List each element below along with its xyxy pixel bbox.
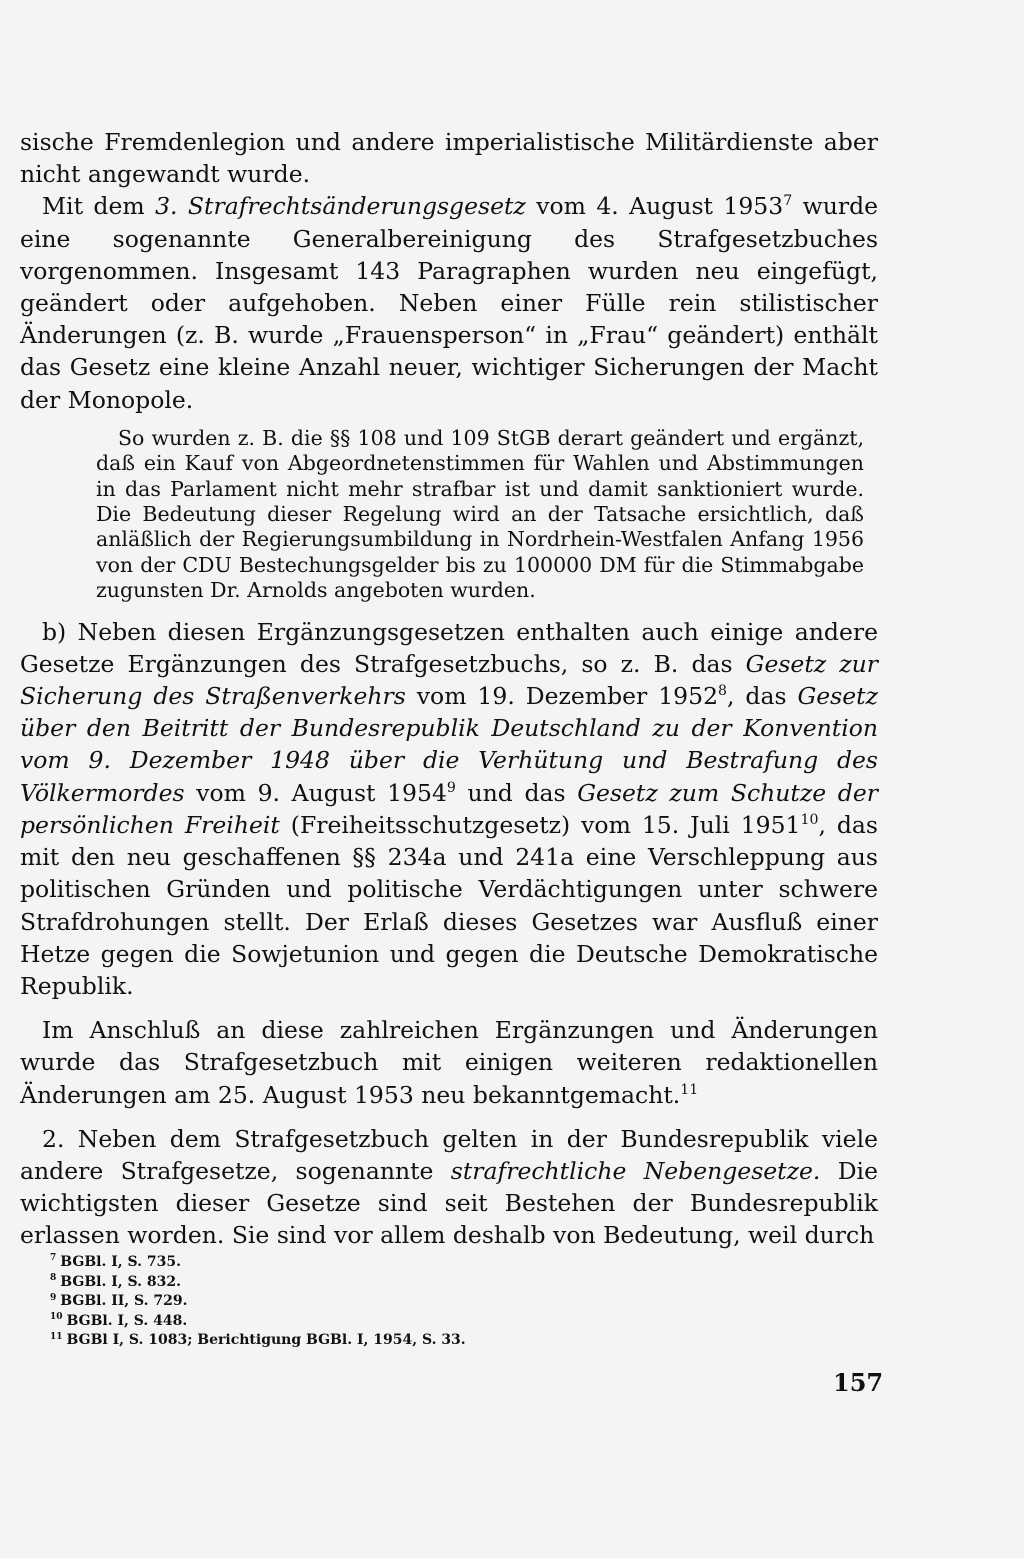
law-title: 3. Strafrechtsänderungsgesetz [155,192,526,221]
paragraph-secondary-laws [20,1123,878,1252]
footnote-text: BGBl I, S. 1083; Berichtigung BGBl. I, 1954, S. 33. [66,1332,466,1349]
footnote-number: 8 [50,1272,57,1283]
small-print-paragraph: So wurden z. B. die §§ 108 und 109 StGB derart geändert und ergänzt, daß ein Kauf von Abgeordnetenstimmen für Wahlen und Abstimmungen in das Parlament nicht mehr strafbar ist und damit sanktioniert wurde. Die Bedeutung dieser Regelung wird an der Tatsache ersichtlich, daß anläßlich der Regierungsumbildung in Nordrhein-Westfalen Anfang 1956 von der CDU Bestechungsgelder bis zu 100000 DM für die Stimmabgabe zugunsten Dr. Arnolds angeboten wurden. [96,425,864,603]
footnote [50,1292,650,1312]
footnote-text: BGBl. II, S. 729. [60,1293,188,1310]
footnote-number: 10 [50,1312,63,1323]
text-run: und das [455,778,578,807]
law-title: Gesetz über den Beitritt der Bundesrepublik Deutschland zu der Konvention vom 9. Dezember 1948 über die Verhütung und Bestrafung des Völkermordes [20,682,878,807]
footnote-number: 7 [50,1253,57,1264]
text-run: Die wichtigsten dieser Gesetze sind seit Bestehen der Bundesrepublik erlassen worden. Sie sind vor allem deshalb von Bedeutung, weil durch [20,1156,878,1250]
text-run: Mit dem [42,192,156,221]
page-number: 157 [833,1368,884,1397]
text-run: vom 4. August 1953 [525,192,784,221]
paragraph-third-amendment [20,190,878,415]
paragraph-supplementary-laws [20,616,878,1002]
footnote-ref: 8 [718,683,727,700]
footnote [50,1331,650,1351]
footnote-ref: 9 [446,779,456,796]
footnote-ref: 11 [680,1081,699,1098]
footnote-ref: 10 [800,812,819,829]
text-run: Im Anschluß an diese zahlreichen Ergänzungen und Änderungen wurde das Strafgesetzbuch mit einigen weiteren redaktionellen Änderungen am 25. August 1953 neu bekanntgemacht. [20,1016,878,1109]
footnote-text: BGBl. I, S. 832. [60,1273,181,1290]
law-title: Gesetz zur Sicherung des Straßenverkehrs [20,649,878,711]
footnote [50,1253,650,1273]
footnote-text: BGBl. I, S. 735. [60,1254,181,1270]
footnote-ref: 7 [783,193,793,210]
footnote-number: 9 [50,1292,57,1303]
emphasized-term: strafrechtliche Nebengesetze. [450,1156,821,1185]
text-run: , das mit den neu geschaffenen §§ 234a und 241a eine Verschleppung aus politischen Gründen und politische Verdächtigungen unter schwere Strafdrohungen stellt. Der Erlaß dieses Gesetzes war Ausfluß einer Hetze gegen die Sowjetunion und gegen die Deutsche Demokratische Republik. [20,810,878,1000]
text-run: vom 9. August 1954 [184,778,447,807]
law-title: Gesetz zum Schutze der persönlichen Freiheit [20,778,878,839]
footnote [50,1312,650,1332]
footnote-text: BGBl. I, S. 448. [66,1312,188,1329]
text-run: wurde eine sogenannte Generalbereinigung des Strafgesetzbuches vorgenommen. Insgesamt 143 Paragraphen wurden neu eingefügt, geändert oder aufgehoben. Neben einer Fülle rein stilistischer Änderungen (z. B. wurde „Frauensperson“ in „Frau“ geändert) enthält das Gesetz eine kleine Anzahl neuer, wichtiger Sicherungen der Macht der Monopole. [20,192,879,414]
text-run: , das [727,682,798,711]
text-run: 2. Neben dem Strafgesetzbuch gelten in der Bundesrepublik viele andere Strafgesetze, sogenannte [20,1124,878,1185]
text-run: b) Neben diesen Ergänzungsgesetzen enthalten auch einige andere Gesetze Ergänzungen des Strafgesetzbuchs, so z. B. das [20,617,878,678]
footnote-number: 11 [50,1331,63,1342]
paragraph-continuation: sische Fremdenlegion und andere imperialistische Militärdienste aber nicht angewandt wurde. [20,128,878,189]
footnotes [50,1253,650,1351]
footnote [50,1273,650,1293]
paragraph-republication [20,1014,878,1111]
text-run: vom 19. Dezember 1952 [405,682,719,711]
text-run: (Freiheitsschutzgesetz) vom 15. Juli 1951 [279,810,801,839]
body-text [20,126,878,1252]
